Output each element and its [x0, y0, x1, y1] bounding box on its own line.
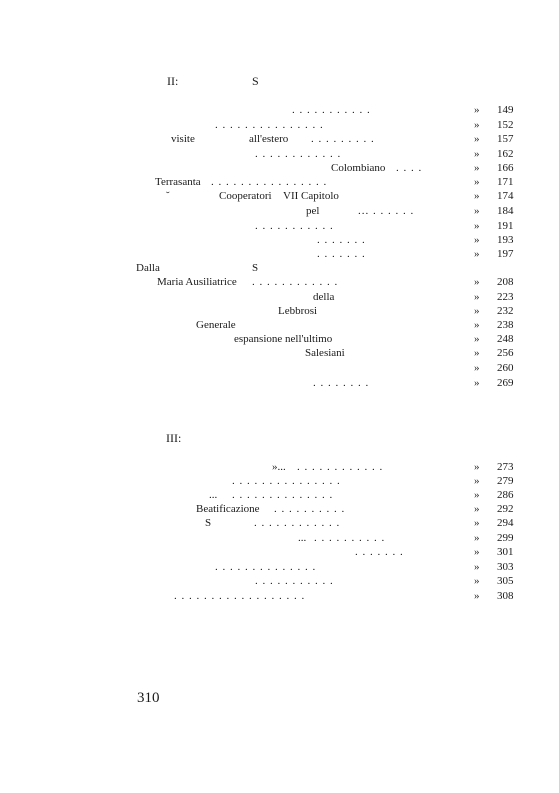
toc-chevron: » — [474, 503, 480, 515]
toc-dots: . . . . . . . . . . . — [255, 575, 334, 587]
toc-entry-title: Salesiani — [305, 347, 345, 359]
page-number-folio: 310 — [137, 690, 160, 706]
toc-chevron: » — [474, 133, 480, 145]
toc-page-number: 171 — [497, 176, 514, 188]
toc-chevron: » — [474, 305, 480, 317]
toc-chevron: » — [474, 176, 480, 188]
toc-page-number: 279 — [497, 475, 514, 487]
toc-chevron: » — [474, 119, 480, 131]
toc-page-number: 162 — [497, 148, 514, 160]
toc-dots: . . . . . . . . . . . . . . — [215, 561, 317, 573]
toc-chevron: » — [474, 248, 480, 260]
toc-dots: . . . . . . . . . . — [274, 503, 346, 515]
toc-chevron: » — [474, 148, 480, 160]
toc-page-number: 303 — [497, 561, 514, 573]
toc-chevron: » — [474, 362, 480, 374]
toc-page-number: 269 — [497, 377, 514, 389]
toc-page-number: 308 — [497, 590, 514, 602]
toc-entry-title: Maria Ausiliatrice — [157, 276, 237, 288]
toc-chevron: » — [474, 276, 480, 288]
toc-chevron: » — [474, 205, 480, 217]
toc-chevron: » — [474, 489, 480, 501]
part3-heading: III: — [166, 431, 182, 445]
toc-dots: . . . . . . . . . . . . — [254, 517, 341, 529]
toc-entry-title: ... — [209, 489, 218, 501]
toc-chevron: » — [474, 104, 480, 116]
toc-page-number: 273 — [497, 461, 514, 473]
toc-entry-title-continued: all'estero — [249, 133, 289, 145]
toc-chevron: » — [474, 461, 480, 473]
toc-entry-title: espansione nell'ultimo — [234, 333, 333, 345]
toc-page-number: 248 — [497, 333, 514, 345]
toc-dots: . . . . . . . . . . . . . . . . — [211, 176, 328, 188]
toc-entry-title: pel — [306, 205, 320, 217]
toc-chevron: » — [474, 190, 480, 202]
toc-entry-title: S — [205, 517, 212, 529]
toc-dots: . . . . . . . . . — [311, 133, 375, 145]
toc-entry-title: Beatificazione — [196, 503, 260, 515]
toc-entry-title: della — [313, 291, 335, 303]
toc-chevron: » — [474, 234, 480, 246]
toc-page-number: 232 — [497, 305, 514, 317]
toc-dots: . . . . . . . . . . . . — [297, 461, 384, 473]
toc-dots: . . . . . . . . . . . . . . . — [215, 119, 324, 131]
toc-dots: . . . . . . . . — [313, 377, 370, 389]
toc-chevron: » — [474, 162, 480, 174]
toc-page-number: 208 — [497, 276, 514, 288]
toc-page-number: 260 — [497, 362, 514, 374]
toc-dots: . . . . . . . — [355, 546, 404, 558]
toc-chevron: » — [474, 220, 480, 232]
toc-dots: . . . . . . . . . . . . . . . . . . — [174, 590, 306, 602]
toc-entry-title-continued: VII Capitolo — [283, 190, 339, 202]
toc-page-number: 166 — [497, 162, 514, 174]
toc-entry-title: Colombiano — [331, 162, 386, 174]
toc-dots: . . . . . . . . . . . . — [255, 148, 342, 160]
toc-page-number: 152 — [497, 119, 514, 131]
tilde-mark: ˘ — [166, 190, 170, 202]
toc-page-number: 292 — [497, 503, 514, 515]
toc-entry-title: »... — [272, 461, 286, 473]
toc-page-number: 157 — [497, 133, 514, 145]
toc-chevron: » — [474, 575, 480, 587]
toc-page-number: 301 — [497, 546, 514, 558]
toc-entry-title: visite — [171, 133, 195, 145]
toc-page-number: 174 — [497, 190, 514, 202]
toc-page-number: 256 — [497, 347, 514, 359]
toc-chevron: » — [474, 532, 480, 544]
toc-dots: . . . . . . . . . . . . . . . — [232, 475, 341, 487]
toc-chevron: » — [474, 291, 480, 303]
toc-chevron: » — [474, 517, 480, 529]
toc-chevron: » — [474, 333, 480, 345]
toc-entry-title: Dalla — [136, 262, 160, 274]
toc-dots: . . . . . . . . . . — [314, 532, 386, 544]
toc-chevron: » — [474, 347, 480, 359]
toc-page-number: 193 — [497, 234, 514, 246]
toc-page-number: 294 — [497, 517, 514, 529]
toc-chevron: » — [474, 319, 480, 331]
toc-page-number: 191 — [497, 220, 514, 232]
toc-page-number: 238 — [497, 319, 514, 331]
toc-page-number: 299 — [497, 532, 514, 544]
toc-dots: . . . . . . . . . . . — [255, 220, 334, 232]
toc-dots: . . . . . . . — [317, 234, 366, 246]
toc-entry-title: Generale — [196, 319, 236, 331]
toc-entry-title: Terrasanta — [155, 176, 201, 188]
toc-page-number: 305 — [497, 575, 514, 587]
toc-chevron: » — [474, 590, 480, 602]
part2-heading: II: — [167, 74, 179, 88]
toc-chevron: » — [474, 475, 480, 487]
toc-chevron: » — [474, 377, 480, 389]
toc-entry-title: ... — [298, 532, 307, 544]
part2-heading-s: S — [252, 74, 259, 88]
toc-entry-title: Lebbrosi — [278, 305, 318, 317]
toc-chevron: » — [474, 546, 480, 558]
toc-page-number: 223 — [497, 291, 514, 303]
toc-page-number: 184 — [497, 205, 514, 217]
toc-page-number: 149 — [497, 104, 514, 116]
toc-page-number: 286 — [497, 489, 514, 501]
toc-page-number: 197 — [497, 248, 514, 260]
toc-dots: . . . . . . . . . . . . . . — [232, 489, 334, 501]
toc-dots: . . . . . . . — [317, 248, 366, 260]
toc-entry-title-continued: S — [252, 262, 259, 274]
toc-dots: ... . . . . . . — [358, 205, 415, 217]
toc-entry-title: Cooperatori — [219, 190, 272, 202]
toc-dots: . . . . . . . . . . . . — [252, 276, 339, 288]
toc-dots: . . . . — [396, 162, 423, 174]
toc-chevron: » — [474, 561, 480, 573]
toc-dots: . . . . . . . . . . . — [292, 104, 371, 116]
